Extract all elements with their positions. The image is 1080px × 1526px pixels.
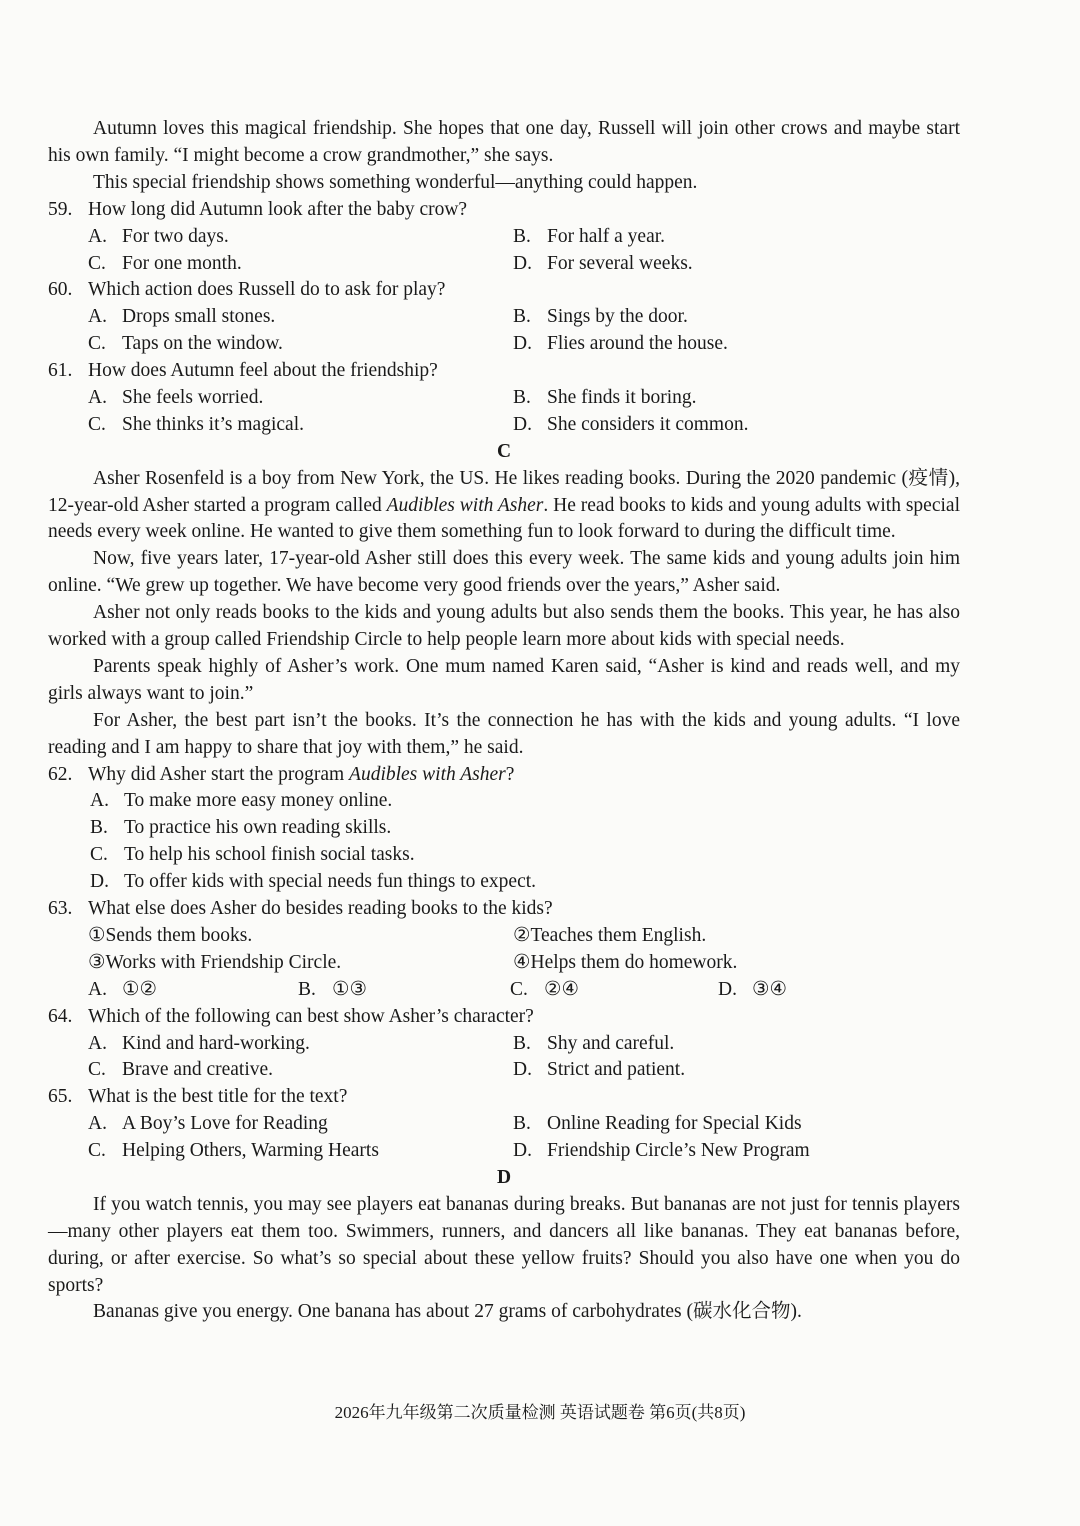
options-row bbox=[48, 331, 960, 358]
question-60: 60. Which action does Russell do to ask for play? bbox=[48, 279, 446, 301]
page-footer: 2026年九年级第二次质量检测 英语试题卷 第6页(共8页) bbox=[334, 1403, 746, 1422]
option-d: D. For several weeks. bbox=[513, 252, 693, 274]
option-d: D. Friendship Circle’s New Program bbox=[513, 1140, 810, 1162]
option-a: A. She feels worried. bbox=[88, 386, 264, 408]
options-row bbox=[48, 304, 960, 331]
options-row bbox=[48, 251, 960, 278]
question-59: 59. How long did Autumn look after the baby crow? bbox=[48, 198, 468, 220]
option-b: B. Shy and careful. bbox=[513, 1032, 675, 1054]
option-c: C. For one month. bbox=[88, 252, 242, 274]
option-d: D. Flies around the house. bbox=[513, 333, 728, 355]
options-row bbox=[48, 1031, 960, 1058]
passage-d-paragraph: If you watch tennis, you may see players eat bananas during breaks. But bananas are not just for tennis players—many other players eat them too. Swimmers, runners, and dancers all like bananas. They eat bananas before, during, or after exercise. So what’s so special about these yellow fruits? Should you also have one when you do sports? bbox=[48, 1193, 960, 1296]
program-title: Audibles with Asher bbox=[386, 494, 544, 516]
option-c: C. To help his school finish social tasks. bbox=[90, 844, 415, 866]
option-c: C. ②④ bbox=[510, 978, 579, 1000]
option-b: B. For half a year. bbox=[513, 225, 666, 247]
options-row bbox=[48, 385, 960, 412]
question-64: 64. Which of the following can best show Asher’s character? bbox=[48, 1005, 534, 1027]
options-row bbox=[48, 1111, 960, 1138]
option-a: A. ①② bbox=[88, 978, 157, 1000]
option-c: C. Taps on the window. bbox=[88, 333, 283, 355]
passage-d-paragraph: Bananas give you energy. One banana has about 27 grams of carbohydrates (碳水化合物). bbox=[93, 1301, 802, 1323]
option-a: A. Drops small stones. bbox=[88, 306, 276, 328]
passage-c-paragraph: Asher not only reads books to the kids and young adults but also sends them the books. This year, he has also worked with a group called Friendship Circle to help people learn more about kids with special needs. bbox=[48, 602, 960, 651]
option-b: B. She finds it boring. bbox=[513, 386, 697, 408]
question-63: 63. What else does Asher do besides reading books to the kids? bbox=[48, 898, 553, 920]
option-d: D. To offer kids with special needs fun things to expect. bbox=[90, 871, 537, 893]
question-stem: Which action does Russell do to ask for play? bbox=[88, 279, 446, 301]
option-a: A. Kind and hard-working. bbox=[88, 1032, 310, 1054]
options-row bbox=[48, 1057, 960, 1084]
page-content bbox=[48, 116, 960, 1326]
option-a: A. To make more easy money online. bbox=[90, 790, 393, 812]
option-a: A. A Boy’s Love for Reading bbox=[88, 1113, 328, 1135]
option-b: B. Sings by the door. bbox=[513, 306, 688, 328]
passage-b-paragraph: Autumn loves this magical friendship. She hopes that one day, Russell will join other crows and maybe start his own family. “I might become a crow grandmother,” she says. bbox=[48, 118, 960, 166]
passage-c-paragraph: Parents speak highly of Asher’s work. One mum named Karen said, “Asher is kind and reads well, and my girls always want to join.” bbox=[48, 655, 960, 704]
statements-row bbox=[48, 923, 960, 950]
option-c: C. Brave and creative. bbox=[88, 1059, 274, 1081]
question-stem: How does Autumn feel about the friendship? bbox=[88, 360, 438, 382]
passage-c-paragraph: Now, five years later, 17-year-old Asher still does this every week. The same kids and young adults join him online. “We grew up together. We have become very good friends over the years,” Asher said. bbox=[48, 548, 960, 597]
question-65: 65. What is the best title for the text? bbox=[48, 1086, 348, 1108]
options-row bbox=[48, 224, 960, 251]
option-b: B. Online Reading for Special Kids bbox=[513, 1113, 802, 1135]
option-d: D. She considers it common. bbox=[513, 413, 749, 435]
option-c: C. Helping Others, Warming Hearts bbox=[88, 1140, 379, 1162]
section-heading-d: D bbox=[496, 1166, 512, 1188]
option-b: B. ①③ bbox=[298, 978, 367, 1000]
question-62: 62. Why did Asher start the program Audibles with Asher? bbox=[48, 763, 515, 785]
question-stem: How long did Autumn look after the baby crow? bbox=[88, 198, 468, 220]
option-c: C. She thinks it’s magical. bbox=[88, 413, 304, 435]
options-row bbox=[48, 412, 960, 439]
statement-1: ①Sends them books. bbox=[88, 924, 253, 946]
passage-c-paragraph: For Asher, the best part isn’t the books. It’s the connection he has with the kids and young adults. “I love reading and I am happy to share that joy with them,” he said. bbox=[48, 709, 960, 758]
option-a: A. For two days. bbox=[88, 225, 229, 247]
passage-b-paragraph: This special friendship shows something wonderful—anything could happen. bbox=[93, 171, 698, 193]
options-row bbox=[48, 1138, 960, 1165]
statement-3: ③Works with Friendship Circle. bbox=[88, 951, 342, 973]
options-row bbox=[48, 977, 960, 1004]
question-61: 61. How does Autumn feel about the friendship? bbox=[48, 360, 438, 382]
option-d: D. ③④ bbox=[718, 978, 787, 1000]
passage-c-paragraph: Asher Rosenfeld is a boy from New York, the US. He likes reading books. During the 2020 pandemic (疫情), 12-year-old Asher started a program called Audibles with Asher. He read books to kids and young adults with special needs every week online. He wanted to give them something fun to look forward to during the difficult time. bbox=[48, 467, 960, 543]
section-heading-c: C bbox=[496, 440, 512, 462]
statements-row bbox=[48, 950, 960, 977]
statement-2: ②Teaches them English. bbox=[513, 924, 707, 946]
statement-4: ④Helps them do homework. bbox=[513, 951, 738, 973]
option-b: B. To practice his own reading skills. bbox=[90, 817, 392, 839]
option-d: D. Strict and patient. bbox=[513, 1059, 686, 1081]
